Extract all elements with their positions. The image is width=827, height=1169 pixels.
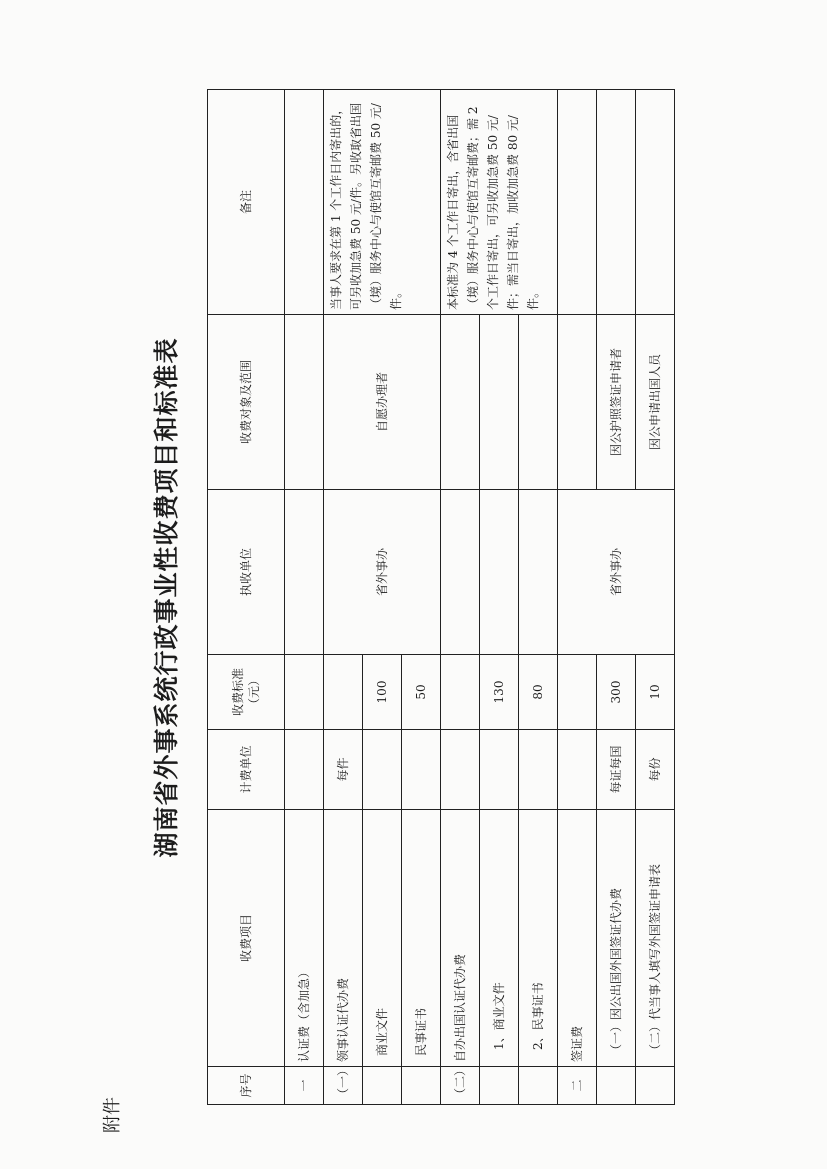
fee-table (207, 89, 675, 1105)
row-unit (519, 730, 558, 810)
header-collector: 执收单位 (208, 490, 285, 655)
row-standard: 130 (480, 655, 519, 730)
row-no (363, 1067, 402, 1105)
row-item: 1、商业文件 (480, 810, 519, 1067)
header-row (208, 90, 285, 1105)
row-unit: 每证每国 (597, 730, 636, 810)
row-item: 领事认证代办费 (324, 810, 363, 1067)
row-standard (285, 655, 324, 730)
row-unit (363, 730, 402, 810)
row-item: 认证费（含加急） (285, 810, 324, 1067)
row-scope (285, 315, 324, 490)
row-no (480, 1067, 519, 1105)
row-unit: 每件 (324, 730, 363, 810)
row-collector (441, 490, 480, 655)
row-standard: 100 (363, 655, 402, 730)
row-item: 签证费 (558, 810, 597, 1067)
row-unit: 每份 (636, 730, 675, 810)
remark-1: 当事人要求在第 1 个工作日内寄出的，可另收加急费 50 元/件。另收取省出国（境）服务中心与使馆互寄邮费 50 元/件。 (324, 90, 441, 315)
row-standard (324, 655, 363, 730)
row-scope (480, 315, 519, 490)
header-no: 序号 (208, 1067, 285, 1105)
row-standard (558, 655, 597, 730)
row-remark (558, 90, 597, 315)
table-row (285, 90, 324, 1105)
row-remark (597, 90, 636, 315)
row-no (597, 1067, 636, 1105)
row-unit (558, 730, 597, 810)
row-standard: 80 (519, 655, 558, 730)
header-item: 收费项目 (208, 810, 285, 1067)
row-no: （一） (324, 1067, 363, 1105)
row-no: 二 (558, 1067, 597, 1105)
attachment-label: 附件 (102, 1097, 123, 1133)
row-item: 自办出国认证代办费 (441, 810, 480, 1067)
row-no (636, 1067, 675, 1105)
collector-visa: 省外事办 (558, 490, 675, 655)
row-scope (441, 315, 480, 490)
header-unit: 计费单位 (208, 730, 285, 810)
rotated-content (140, 90, 662, 1105)
row-collector (480, 490, 519, 655)
row-standard: 300 (597, 655, 636, 730)
row-no (519, 1067, 558, 1105)
row-standard: 50 (402, 655, 441, 730)
row-collector (519, 490, 558, 655)
row-no (402, 1067, 441, 1105)
row-standard: 10 (636, 655, 675, 730)
row-no: （二） (441, 1067, 480, 1105)
row-item: 商业文件 (363, 810, 402, 1067)
row-unit (402, 730, 441, 810)
table-row (441, 90, 480, 1105)
row-item: 民事证书 (402, 810, 441, 1067)
row-unit (441, 730, 480, 810)
row-no: 一 (285, 1067, 324, 1105)
row-item: （二）代当事人填写外国签证申请表 (636, 810, 675, 1067)
row-remark (285, 90, 324, 315)
header-standard: 收费标准（元） (208, 655, 285, 730)
row-item: （一）因公出国外国签证代办费 (597, 810, 636, 1067)
table-row (558, 90, 597, 1105)
row-remark (636, 90, 675, 315)
scope-visa-1: 因公护照签证申请者 (597, 315, 636, 490)
row-collector (285, 490, 324, 655)
page-title: 湖南省外事系统行政事业性收费项目和标准表 (152, 337, 181, 858)
row-item: 2、民事证书 (519, 810, 558, 1067)
row-unit (480, 730, 519, 810)
row-scope (519, 315, 558, 490)
scope-visa-2: 因公申请出国人员 (636, 315, 675, 490)
row-unit (285, 730, 324, 810)
header-scope: 收费对象及范围 (208, 315, 285, 490)
row-standard (441, 655, 480, 730)
row-scope (558, 315, 597, 490)
rotated-page-region (140, 90, 662, 1105)
collector-cert: 省外事办 (324, 490, 441, 655)
header-remark: 备注 (208, 90, 285, 315)
remark-2: 本标准为 4 个工作日寄出，含省出国（境）服务中心与使馆互寄邮费；需 2 个工作日寄出，可另收加急费 50 元/件；需当日寄出，加收加急费 80 元/件。 (441, 90, 558, 315)
table-row (324, 90, 363, 1105)
scope-cert: 自愿办理者 (324, 315, 441, 490)
